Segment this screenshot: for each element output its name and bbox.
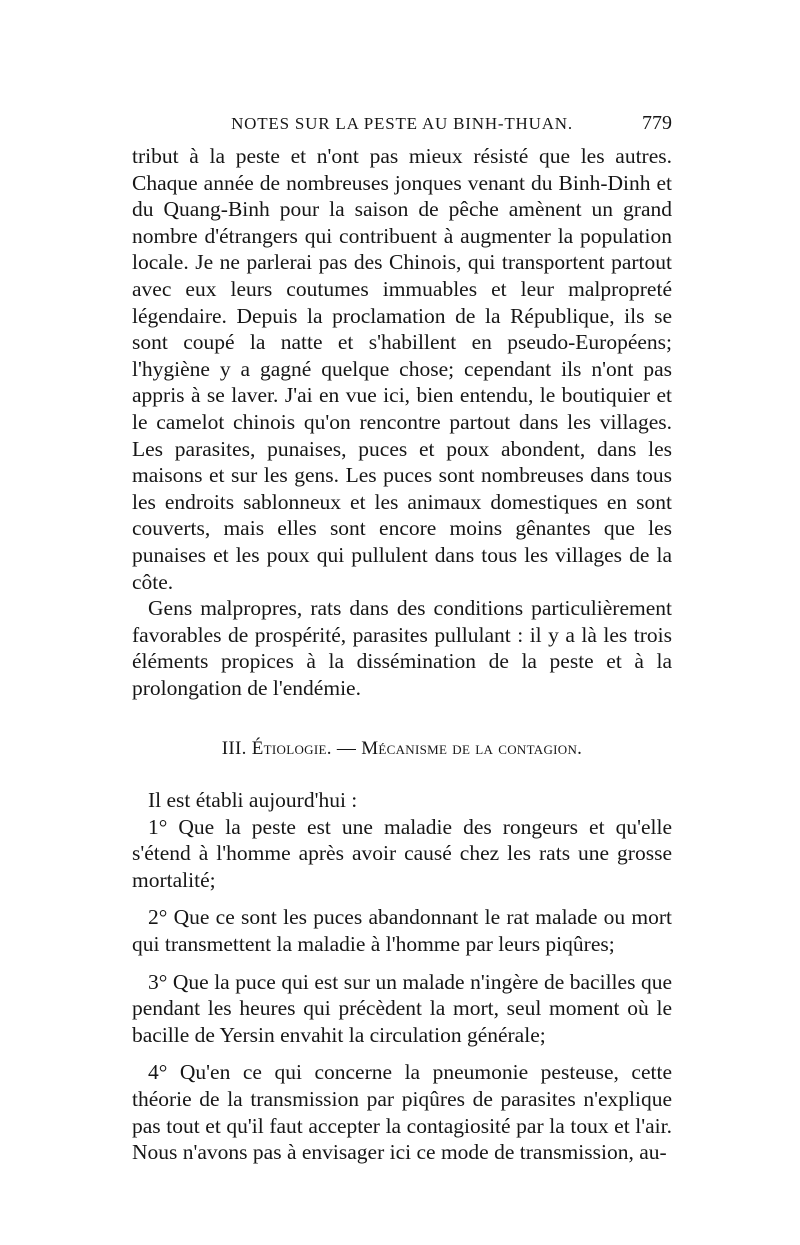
- etiology-intro: Il est établi aujourd'hui :: [148, 788, 358, 813]
- section-dash: —: [336, 738, 357, 760]
- running-head: [132, 108, 672, 140]
- etiology-item: 2° Que ce sont les puces abandonnant le rat malade ou mort qui transmettent la maladie à l'homme par leurs piqûres;: [132, 905, 672, 957]
- etiology-item: 3° Que la puce qui est sur un malade n'ingère de bacilles que pendant les heures qui précèdent la mort, seul moment où le bacille de Yersin envahit la circulation générale;: [132, 969, 672, 1047]
- paragraph-summary: Gens malpropres, rats dans des conditions particulièrement favorables de prospérité, parasites pullulant : il y a là les trois éléments propices à la dissémination de la peste et à la prolongation de l'endémie.: [132, 596, 672, 700]
- section-heading: [132, 736, 672, 763]
- body-text: [132, 143, 672, 1166]
- section-subtitle: Mécanisme de la contagion.: [361, 738, 583, 760]
- running-title: NOTES SUR LA PESTE AU BINH-THUAN.: [231, 114, 573, 133]
- section-number: III.: [221, 738, 247, 760]
- etiology-item: 1° Que la peste est une maladie des rongeurs et qu'elle s'étend à l'homme après avoir causé chez les rats une grosse mortalité;: [132, 814, 672, 892]
- page-number: 779: [642, 112, 672, 134]
- etiology-item: 4° Qu'en ce qui concerne la pneumonie pesteuse, cette théorie de la transmission par piqûres de parasites n'explique pas tout et qu'il faut accepter la contagiosité par la toux et l'air. Nous n'avons pas à envisager ici ce mode de transmission, au-: [132, 1060, 672, 1165]
- paragraph-continuation: tribut à la peste et n'ont pas mieux résisté que les autres. Chaque année de nombreuses jonques venant du Binh-Dinh et du Quang-Binh pour la saison de pêche amènent un grand nombre d'étrangers qui contribuent à augmenter la population locale. Je ne parlerai pas des Chinois, qui transportent partout avec eux leurs coutumes immuables et leur malpropreté légendaire. Depuis la proclamation de la République, ils se sont coupé la natte et s'habillent en pseudo-Européens; l'hygiène y a gagné quelque chose; cependant ils n'ont pas appris à se laver. J'ai en vue ici, bien entendu, le boutiquier et le camelot chinois qu'on rencontre partout dans les villages. Les parasites, punaises, puces et poux abondent, dans les maisons et sur les gens. Les puces sont nombreuses dans tous les endroits sablonneux et les animaux domestiques en sont couverts, mais elles sont encore moins gênantes que les punaises et les poux qui pullulent dans tous les villages de la côte.: [132, 144, 672, 594]
- section-title: Étiologie.: [251, 738, 332, 760]
